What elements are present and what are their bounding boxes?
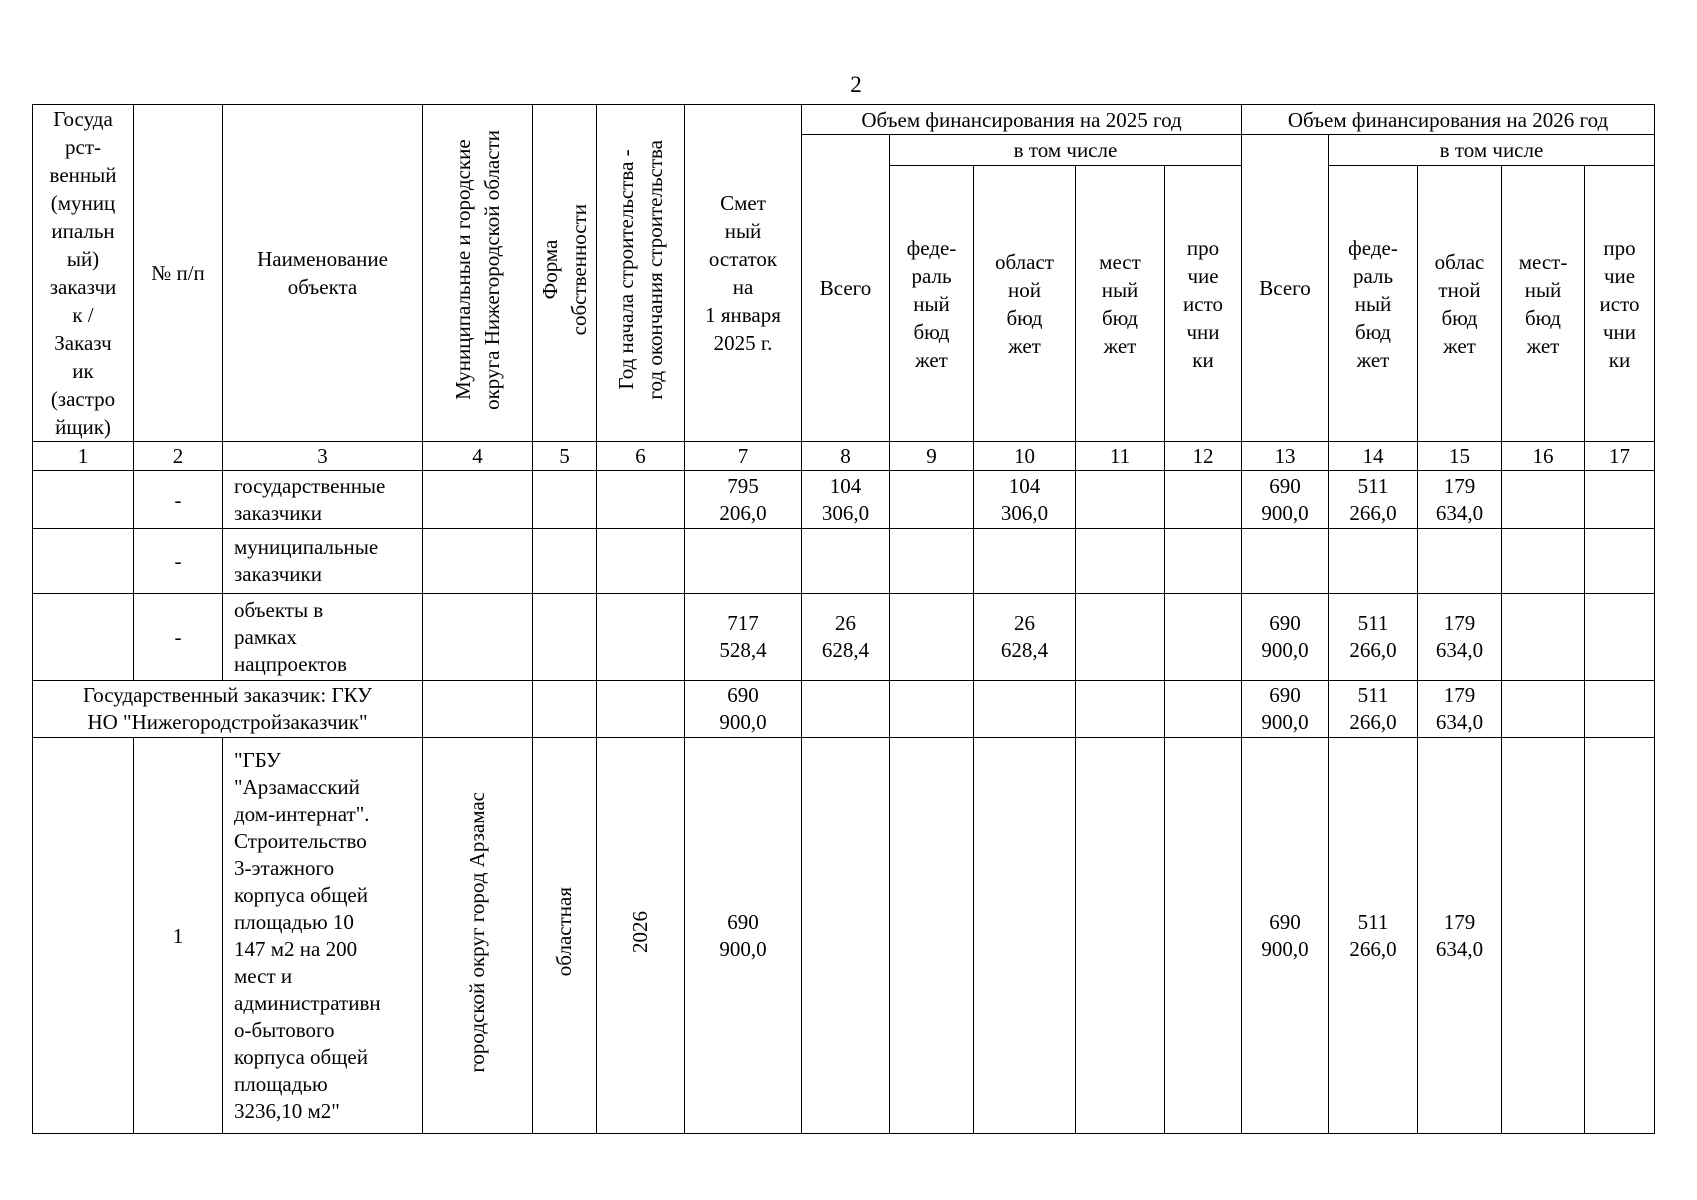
cell-estimate: 690 900,0 xyxy=(685,738,802,1134)
cell-other-2026 xyxy=(1585,471,1655,529)
cell-total-2026: 690 900,0 xyxy=(1242,594,1329,681)
object-municipality: городской округ город Арзамас xyxy=(465,791,489,1073)
financing-table xyxy=(32,104,1655,1134)
col-number: 7 xyxy=(685,442,802,471)
col-number: 10 xyxy=(974,442,1076,471)
header-municipal-text: Муниципальные и городские округа Нижегородской области xyxy=(450,129,504,410)
header-total-2026: Всего xyxy=(1242,135,1329,442)
table-row xyxy=(33,529,1655,594)
cell-num: 1 xyxy=(134,738,223,1134)
cell-local-2026 xyxy=(1502,681,1585,738)
header-municipal xyxy=(423,105,533,442)
cell-regional-2025: 104 306,0 xyxy=(974,471,1076,529)
cell-federal-2025 xyxy=(890,681,974,738)
cell-ownership xyxy=(533,471,597,529)
cell-regional-2025 xyxy=(974,529,1076,594)
cell-num: - xyxy=(134,529,223,594)
header-funding-2025: Объем финансирования на 2025 год xyxy=(802,105,1242,135)
cell-estimate: 795 206,0 xyxy=(685,471,802,529)
cell-regional-2025 xyxy=(974,681,1076,738)
cell-customer xyxy=(33,738,134,1134)
header-other-2026: про чие исто чни ки xyxy=(1585,166,1655,442)
object-row xyxy=(33,738,1655,1134)
cell-local-2026 xyxy=(1502,738,1585,1134)
col-number: 1 xyxy=(33,442,134,471)
cell-estimate xyxy=(685,529,802,594)
cell-federal-2025 xyxy=(890,738,974,1134)
header-estimate: Смет ный остаток на 1 января 2025 г. xyxy=(685,105,802,442)
cell-total-2025 xyxy=(802,738,890,1134)
cell-local-2025 xyxy=(1076,594,1165,681)
cell-total-2025 xyxy=(802,529,890,594)
cell-local-2026 xyxy=(1502,594,1585,681)
customer-label: Государственный заказчик: ГКУ НО "Нижегородстройзаказчик" xyxy=(33,681,423,738)
cell-total-2025: 26 628,4 xyxy=(802,594,890,681)
header-other-2025: про чие исто чни ки xyxy=(1165,166,1242,442)
cell-estimate: 717 528,4 xyxy=(685,594,802,681)
cell-municipality xyxy=(423,738,533,1134)
header-ownership xyxy=(533,105,597,442)
cell-years xyxy=(597,681,685,738)
cell-municipality xyxy=(423,594,533,681)
cell-years xyxy=(597,594,685,681)
header-regional-2026: облас тной бюд жет xyxy=(1418,166,1502,442)
header-years-text: Год начала строительства - год окончания строительства xyxy=(613,139,667,400)
cell-years xyxy=(597,738,685,1134)
cell-other-2025 xyxy=(1165,594,1242,681)
col-number: 4 xyxy=(423,442,533,471)
col-number: 2 xyxy=(134,442,223,471)
header-customer: Госуда рст- венный (муниц ипальн ый) заказчи к / Заказч ик (застро йщик) xyxy=(33,105,134,442)
cell-federal-2026: 511 266,0 xyxy=(1329,594,1418,681)
cell-federal-2025 xyxy=(890,594,974,681)
cell-name: объекты в рамках нацпроектов xyxy=(223,594,423,681)
cell-regional-2025: 26 628,4 xyxy=(974,594,1076,681)
col-number: 9 xyxy=(890,442,974,471)
cell-local-2025 xyxy=(1076,738,1165,1134)
cell-total-2025: 104 306,0 xyxy=(802,471,890,529)
header-including-2025: в том числе xyxy=(890,135,1242,166)
cell-local-2026 xyxy=(1502,471,1585,529)
cell-local-2025 xyxy=(1076,529,1165,594)
cell-other-2025 xyxy=(1165,738,1242,1134)
cell-customer xyxy=(33,471,134,529)
cell-regional-2026: 179 634,0 xyxy=(1418,471,1502,529)
header-years xyxy=(597,105,685,442)
cell-other-2025 xyxy=(1165,471,1242,529)
cell-customer xyxy=(33,594,134,681)
cell-municipality xyxy=(423,681,533,738)
cell-federal-2026: 511 266,0 xyxy=(1329,471,1418,529)
table-row xyxy=(33,594,1655,681)
cell-regional-2026: 179 634,0 xyxy=(1418,681,1502,738)
col-number: 12 xyxy=(1165,442,1242,471)
cell-other-2026 xyxy=(1585,738,1655,1134)
object-years: 2026 xyxy=(628,911,652,953)
cell-customer xyxy=(33,529,134,594)
cell-total-2026: 690 900,0 xyxy=(1242,681,1329,738)
header-regional-2025: област ной бюд жет xyxy=(974,166,1076,442)
cell-municipality xyxy=(423,529,533,594)
header-federal-2026: феде- раль ный бюд жет xyxy=(1329,166,1418,442)
page-number: 2 xyxy=(850,72,862,97)
customer-row xyxy=(33,681,1655,738)
col-number: 5 xyxy=(533,442,597,471)
cell-estimate: 690 900,0 xyxy=(685,681,802,738)
cell-regional-2026: 179 634,0 xyxy=(1418,594,1502,681)
col-number: 11 xyxy=(1076,442,1165,471)
object-ownership: областная xyxy=(552,887,576,977)
column-number-row xyxy=(33,442,1655,471)
cell-local-2025 xyxy=(1076,471,1165,529)
cell-federal-2026: 511 266,0 xyxy=(1329,681,1418,738)
header-row-1 xyxy=(33,105,1655,135)
col-number: 15 xyxy=(1418,442,1502,471)
cell-regional-2026: 179 634,0 xyxy=(1418,738,1502,1134)
col-number: 17 xyxy=(1585,442,1655,471)
cell-federal-2026 xyxy=(1329,529,1418,594)
cell-municipality xyxy=(423,471,533,529)
header-local-2025: мест ный бюд жет xyxy=(1076,166,1165,442)
cell-name: муниципальные заказчики xyxy=(223,529,423,594)
cell-total-2026 xyxy=(1242,529,1329,594)
header-federal-2025: феде- раль ный бюд жет xyxy=(890,166,974,442)
cell-num: - xyxy=(134,471,223,529)
cell-other-2026 xyxy=(1585,529,1655,594)
col-number: 16 xyxy=(1502,442,1585,471)
cell-federal-2026: 511 266,0 xyxy=(1329,738,1418,1134)
cell-local-2026 xyxy=(1502,529,1585,594)
cell-total-2025 xyxy=(802,681,890,738)
col-number: 3 xyxy=(223,442,423,471)
cell-other-2025 xyxy=(1165,529,1242,594)
header-ownership-text: Форма собственности xyxy=(537,203,591,336)
cell-ownership xyxy=(533,738,597,1134)
cell-other-2026 xyxy=(1585,681,1655,738)
col-number: 8 xyxy=(802,442,890,471)
cell-other-2026 xyxy=(1585,594,1655,681)
cell-name: государственные заказчики xyxy=(223,471,423,529)
header-including-2026: в том числе xyxy=(1329,135,1655,166)
table-row xyxy=(33,471,1655,529)
cell-local-2025 xyxy=(1076,681,1165,738)
cell-num: - xyxy=(134,594,223,681)
header-funding-2026: Объем финансирования на 2026 год xyxy=(1242,105,1655,135)
header-local-2026: мест- ный бюд жет xyxy=(1502,166,1585,442)
col-number: 13 xyxy=(1242,442,1329,471)
cell-regional-2026 xyxy=(1418,529,1502,594)
header-total-2025: Всего xyxy=(802,135,890,442)
cell-federal-2025 xyxy=(890,529,974,594)
header-object-name: Наименование объекта xyxy=(223,105,423,442)
cell-name: "ГБУ "Арзамасский дом-интернат". Строительство 3-этажного корпуса общей площадью 10 147 м2 на 200 мест и административн о-бытового корпуса общей площадью 3236,10 м2" xyxy=(223,738,423,1134)
cell-years xyxy=(597,471,685,529)
cell-ownership xyxy=(533,529,597,594)
col-number: 6 xyxy=(597,442,685,471)
cell-total-2026: 690 900,0 xyxy=(1242,738,1329,1134)
cell-ownership xyxy=(533,681,597,738)
cell-other-2025 xyxy=(1165,681,1242,738)
cell-federal-2025 xyxy=(890,471,974,529)
cell-years xyxy=(597,529,685,594)
cell-total-2026: 690 900,0 xyxy=(1242,471,1329,529)
header-num: № п/п xyxy=(134,105,223,442)
col-number: 14 xyxy=(1329,442,1418,471)
cell-ownership xyxy=(533,594,597,681)
cell-regional-2025 xyxy=(974,738,1076,1134)
